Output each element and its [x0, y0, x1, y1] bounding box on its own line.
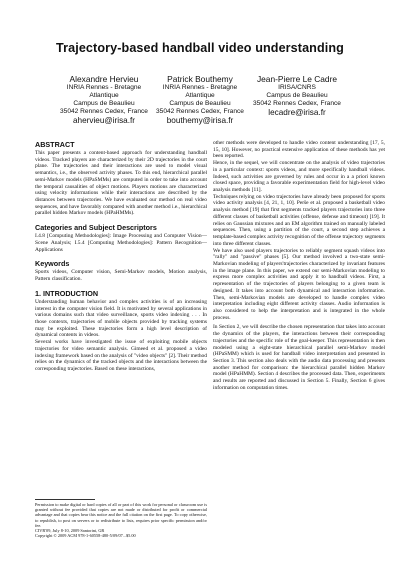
body-paragraph: other methods were developed to handle video content understanding [17, 5, 15, 10]. However, no practical extensive application of these methods has yet been reported.: [213, 140, 385, 160]
left-column: [35, 140, 207, 373]
author-affiliation: Campus de Beaulieu: [73, 99, 135, 107]
keywords-heading: Keywords: [35, 259, 70, 269]
categories-heading: Categories and Subject Descriptors: [35, 223, 157, 233]
author-affiliation: Atlantique: [89, 91, 119, 99]
author-affiliation: 35042 Rennes Cedex, France: [60, 107, 148, 115]
author-affiliation: Atlantique: [185, 91, 215, 99]
introduction-heading: 1. INTRODUCTION: [35, 288, 99, 298]
author-affiliation: INRIA Rennes - Bretagne: [162, 84, 238, 91]
paper-title: Trajectory-based handball video understanding: [56, 41, 344, 55]
author-affiliation: IRISA/CNRS: [278, 84, 316, 91]
body-paragraph: Hence, in the sequel, we will concentrate on the analysis of video trajectories in a particular context: sports videos, and more specifically handball videos. Indeed, such activities are governed by rules and occur in a a priori known closed space, providing a favorable experimentation field for high-level video analysis methods [11].: [213, 160, 385, 194]
introduction-paragraph: Several works have investigated the issue of exploiting mobile objects trajectories for video semantic analysis. Gimeed et al. proposed a video indexing framework based on the analysis of "video objects" [2]. Their method relies on the dynamics of the tracked objects and the interactions between the corresponding trajectories. Based on these interactions,: [35, 339, 207, 372]
body-paragraph: Techniques relying on video trajectories have already been proposed for sports video activity analysis [4, 21, 1, 10]. Perše et al. proposed a basketball video analysis method [19] that first segments tracked players trajectories into three different classes of basketball activities (offense, defense and timeout) [19]. It relies on Gaussian mixtures and an EM algorithm trained on manually labeled sequences. Then, using a partition of the court, a second step achieves a template-based complex activity recognition of the offense trajectory segments into three different classes.: [213, 193, 385, 247]
author-affiliation: INRIA Rennes - Bretagne: [66, 84, 142, 91]
footnote-divider: [35, 499, 95, 500]
categories-text: I.4.8 [Computing Methodologies]: Image Processing and Computer Vision—Scene Analysis; I.5.4 [Computing Methodologies]: Pattern Recognition—Applications: [35, 233, 207, 253]
permission-footnote: [35, 502, 207, 538]
author-affiliation: Campus de Beaulieu: [266, 91, 328, 99]
copyright-line: Copyright © 2009 ACM 978-1-60558-480-5/09/07...$5.00: [35, 533, 136, 539]
author-block: [0, 74, 400, 134]
author-3: [237, 74, 357, 117]
introduction-paragraph: Understanding human behavior and complex activities is of an increasing interest in the computer vision field. It is motivated by several applications in various domains such that video surveillance, sports video indexing . . . In those contexts, trajectories of mobile objects provided by tracking systems may be exploited. These trajectories form a high level description of dynamical contents in videos.: [35, 298, 207, 339]
abstract-text: This paper presents a content-based approach for understanding handball videos. Tracked players are characterized by their 2D trajectories in the court plane. The trajectories and their interactions are used to model visual semantics, i.e., the observed activity phases. To this end, hierarchical parallel semi-Markov models (HPaSMMs) are computed in order to take into account the temporal causalities of object motions. Players motions are characterized using velocity informations while their interactions are described by the distances between trajectories. We have evaluated our method on real video sequences, and have favorably compared with another method i.e., hierarchical parallel hidden Markov models (HPaHMMs).: [35, 150, 207, 217]
author-affiliation: Campus de Beaulieu: [169, 99, 231, 107]
author-affiliation: 35042 Rennes Cedex, France: [253, 99, 341, 107]
author-name: Jean-Pierre Le Cadre: [256, 74, 338, 84]
author-email[interactable]: ahervieu@irisa.fr: [72, 115, 135, 125]
author-email[interactable]: lecadre@irisa.fr: [268, 107, 326, 117]
body-paragraph: In Section 2, we will describe the chosen representation that takes into account the dynamics of the players, the interactions between their corresponding trajectories and the specific role of the goal-keeper. This representation is then modeled using a eight-state hierarchical parallel semi-Markov model (HPaSMM) which is used for handball video interpretation and presented in Section 3. This section also deals with the audio data processing and presents another method for comparison: the hierarchical parallel hidden Markov model (HPaHMM). Section 4 describes the processed data. Then, experiments and results are reported and discussed in Section 5. Finally, Section 6 gives information on computation times.: [213, 324, 385, 391]
author-name: Alexandre Hervieu: [69, 74, 139, 84]
permission-text: Permission to make digital or hard copies of all or part of this work for personal or classroom use is granted without fee provided that copies are not made or distributed for profit or commercial advantage and that copies bear this notice and the full citation on the first page. To copy otherwise, to republish, to post on servers or to redistribute to lists, requires prior specific permission and/or fee.: [35, 502, 207, 528]
author-name: Patrick Bouthemy: [167, 74, 233, 84]
right-column: [213, 140, 385, 392]
abstract-heading: ABSTRACT: [35, 140, 75, 149]
author-affiliation: 35042 Rennes Cedex, France: [156, 107, 244, 115]
conference-line: CIVR'09, July 8-10, 2009 Santorini, GR: [35, 528, 105, 534]
author-email[interactable]: bouthemy@irisa.fr: [166, 115, 234, 125]
keywords-text: Sports videos, Computer vision, Semi-Markov models, Motion analysis, Pattern classification.: [35, 269, 207, 283]
body-paragraph: We have also used players trajectories to reliably segment squash videos into "rally" and "passive" phases [5]. Our method involved a two-state semi-Markovian modeling of players'trajectories characterized by invariant features in the image plane. In this paper, we extend our semi-Markovian modeling to express more complex activities and apply it to handball videos. First, a representation of the trajectories of players belonging to a given team is designed. It takes into account both dynamical and interaction information. Then, semi-Markovian models are developed to handle complex video interpretation including eight different activity classes. Audio information is also considered to help the interpretation and is integrated in the whole process.: [213, 247, 385, 321]
